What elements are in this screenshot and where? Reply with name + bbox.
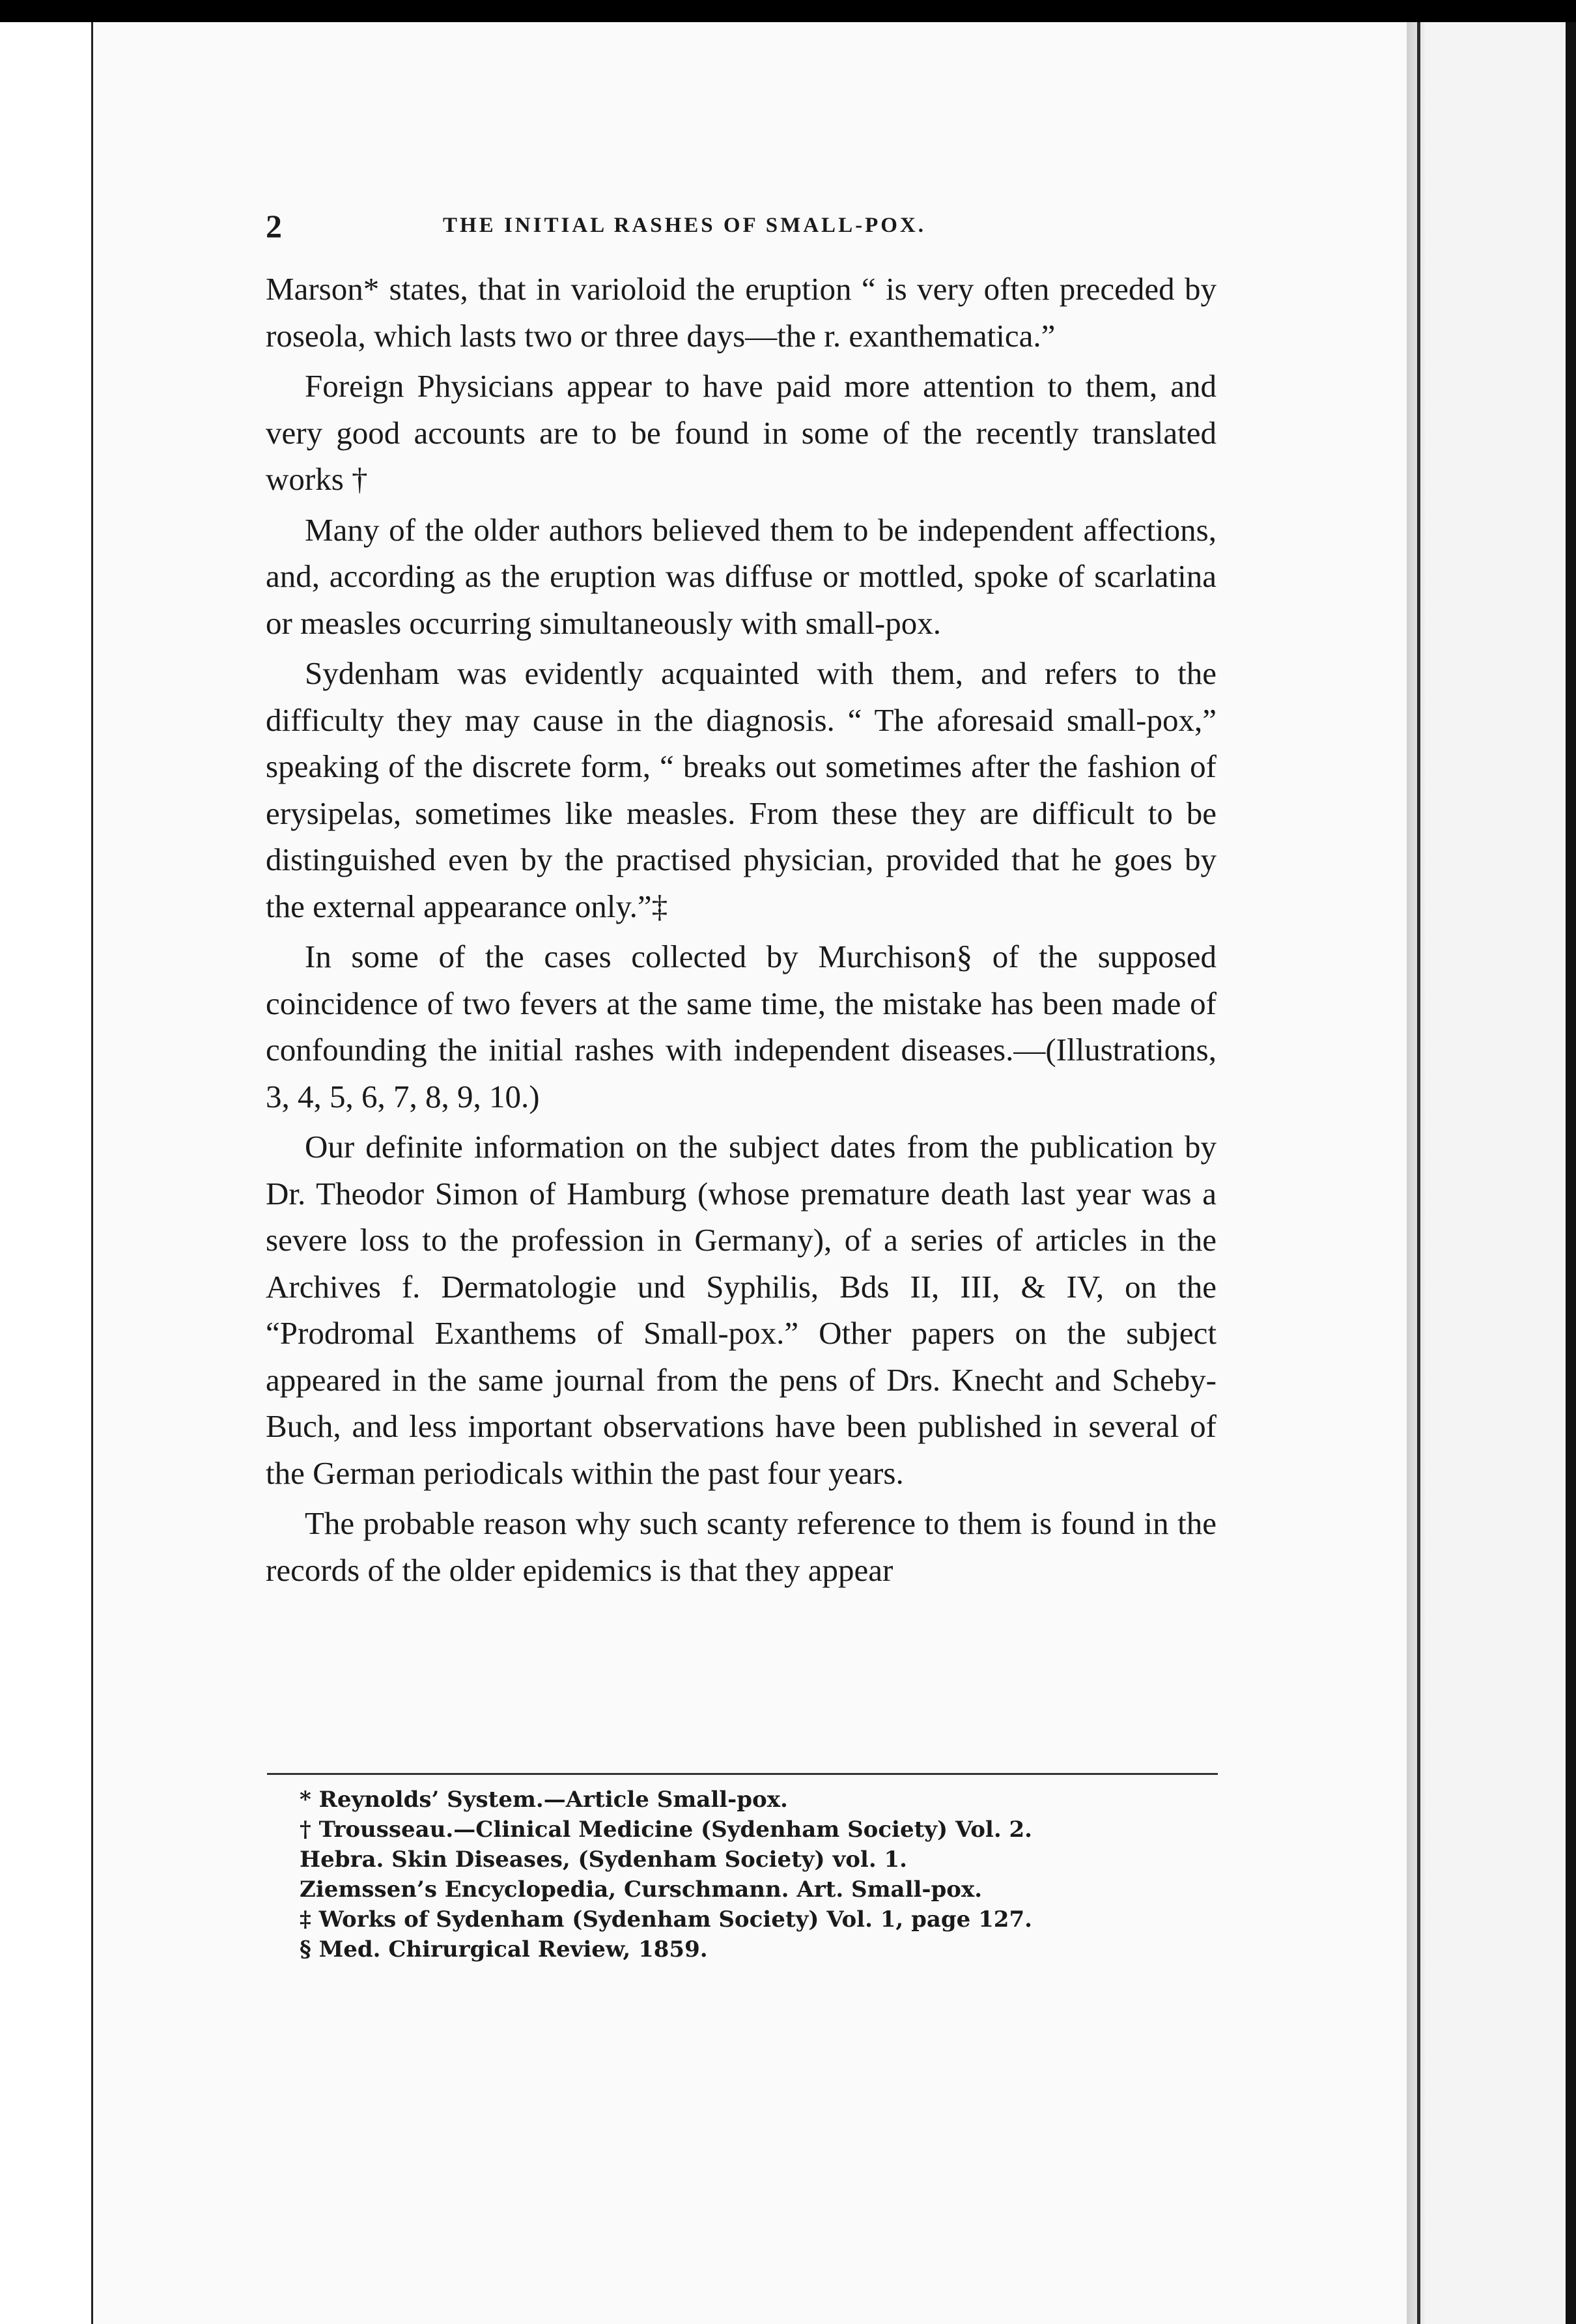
running-head bbox=[266, 207, 1002, 246]
scan-top-border bbox=[0, 0, 1576, 22]
paragraph: Marson* states, that in varioloid the eruption “ is very often preceded by roseola, which lasts two or three days—the r. exanthematica.” bbox=[266, 271, 1217, 354]
footnote: † Trousseau.—Clinical Medicine (Sydenham Society) Vol. 2. bbox=[300, 1817, 1033, 1843]
facing-page-edge bbox=[1425, 22, 1576, 2324]
footnote: * Reynolds’ System.—Article Small-pox. bbox=[300, 1787, 788, 1813]
paragraph: The probable reason why such scanty reference to them is found in the records of the older epidemics is that they appear bbox=[266, 1505, 1217, 1588]
footnote: Hebra. Skin Diseases, (Sydenham Society) vol. 1. bbox=[300, 1847, 907, 1873]
scan-right-border bbox=[1566, 22, 1576, 2324]
paragraph: Many of the older authors believed them to be independent affections, and, according as the eruption was diffuse or mottled, spoke of scarlatina or measles occurring simultaneously with small-pox. bbox=[266, 511, 1217, 641]
gutter-shadow bbox=[1407, 22, 1425, 2324]
paragraph: Foreign Physicians appear to have paid more attention to them, and very good accounts are to be found in some of the recently translated works † bbox=[266, 368, 1217, 497]
running-head-title: THE INITIAL RASHES OF SMALL-POX. bbox=[443, 214, 926, 237]
footnote: ‡ Works of Sydenham (Sydenham Society) Vol. 1, page 127. bbox=[300, 1906, 1032, 1933]
footnote: Ziemssen’s Encyclopedia, Curschmann. Art. Small-pox. bbox=[300, 1877, 983, 1903]
footnote: § Med. Chirurgical Review, 1859. bbox=[300, 1936, 708, 1963]
paragraph: Our definite information on the subject dates from the publication by Dr. Theodor Simon of Hamburg (whose premature death last year was a severe loss to the profession in Germany), of a series of articles in the Archives f. Dermatologie und Syphilis, Bds II, III, & IV, on the “Prodromal Exanthems of Small-pox.” Other papers on the subject appeared in the same journal from the pens of Drs. Knecht and Scheby-Buch, and less important observations have been published in several of the German periodicals within the past four years. bbox=[266, 1129, 1217, 1491]
facing-page-border bbox=[1417, 22, 1420, 2324]
footnotes bbox=[300, 1785, 1211, 1964]
footnote-rule bbox=[267, 1773, 1218, 1775]
paragraph: Sydenham was evidently acquainted with them, and refers to the difficulty they may cause in the diagnosis. “ The aforesaid small-pox,” speaking of the discrete form, “ breaks out sometimes after the fashion of erysipelas, sometimes like measles. From these they are difficult to be distinguished even by the practised physician, provided that he goes by the external appearance only.”‡ bbox=[266, 655, 1217, 924]
page-number: 2 bbox=[266, 208, 283, 244]
body-text bbox=[266, 266, 1217, 1597]
page-left-edge bbox=[91, 22, 93, 2324]
paragraph: In some of the cases collected by Murchison§ of the supposed coincidence of two fevers at the same time, the mistake has been made of confounding the initial rashes with independent diseases.—(Illustrations, 3, 4, 5, 6, 7, 8, 9, 10.) bbox=[266, 939, 1217, 1114]
